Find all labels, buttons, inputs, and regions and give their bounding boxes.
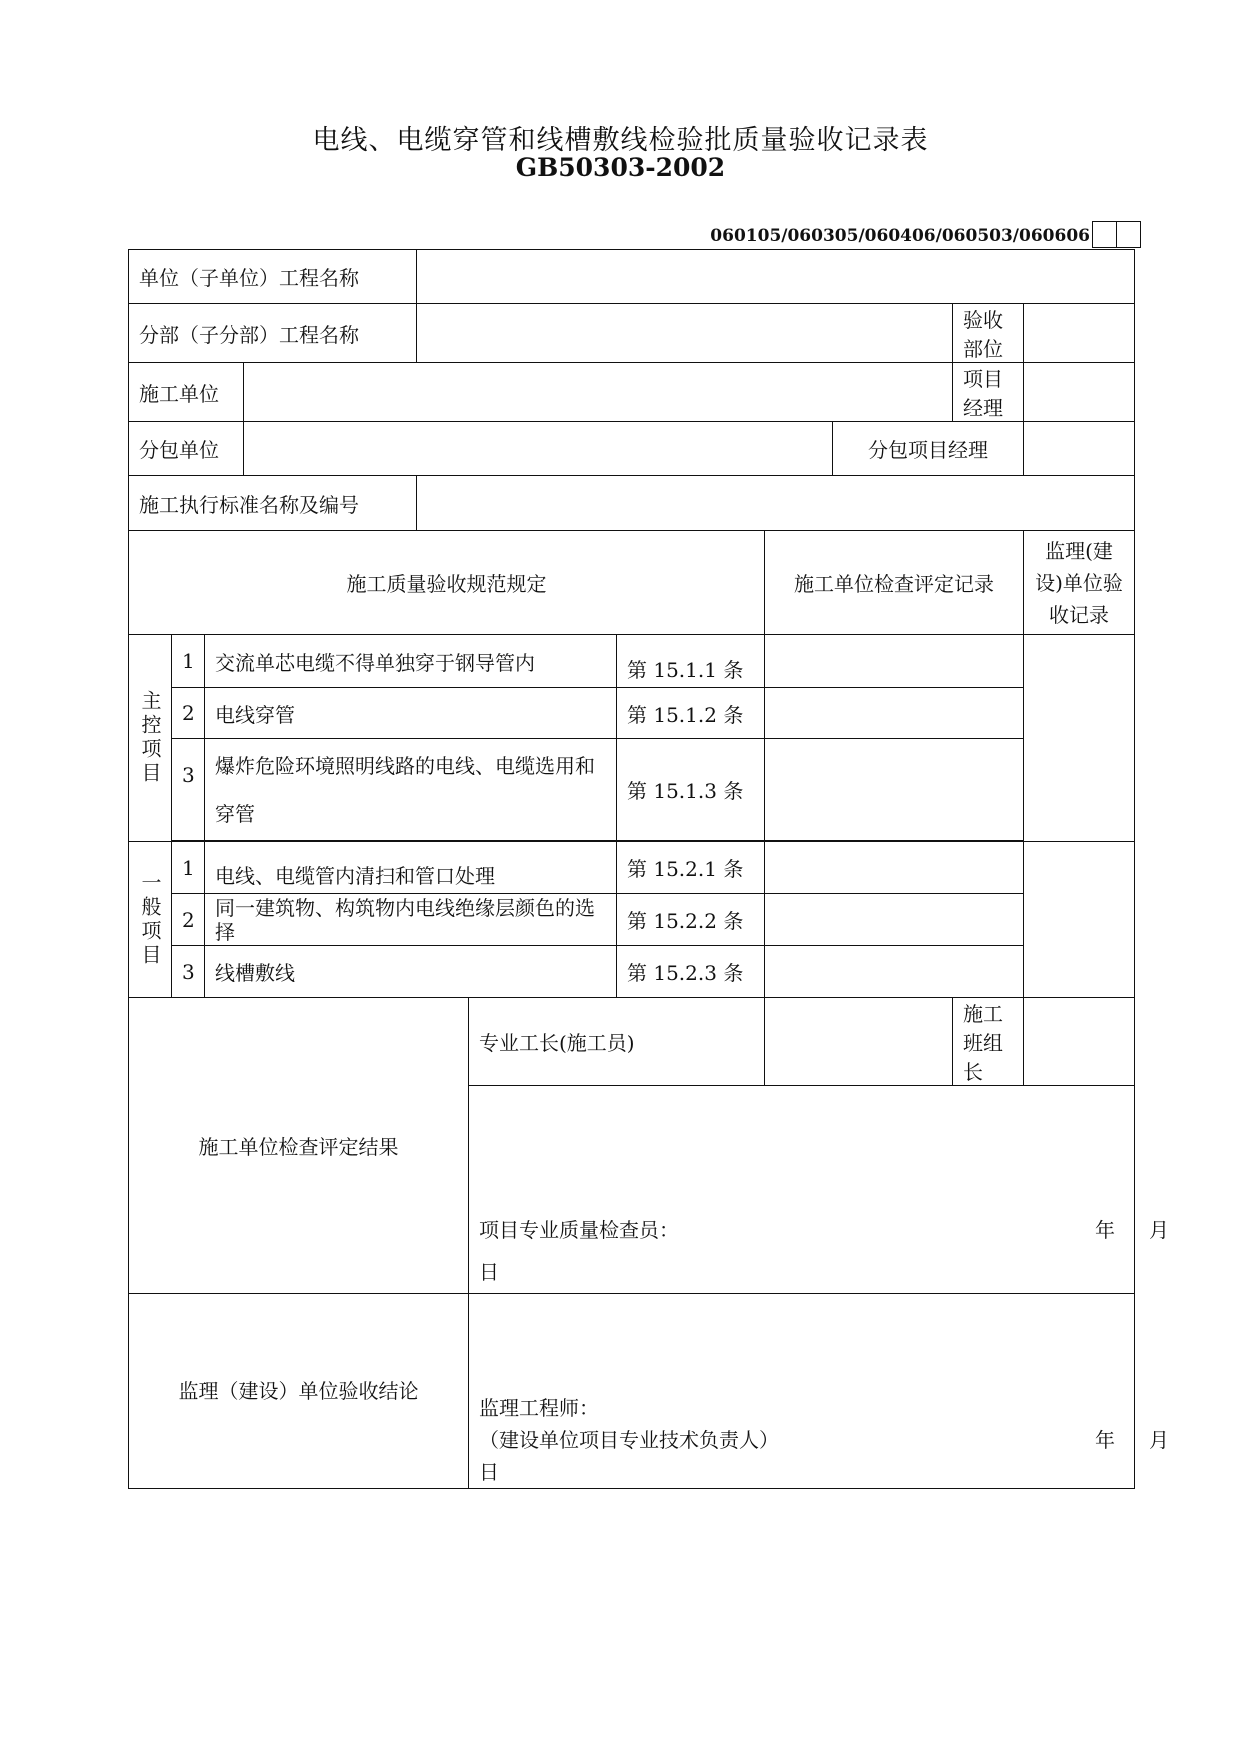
item-number: 3 [172,946,205,998]
supervision-record-header: 监理(建设)单位验收记录 [1024,531,1135,635]
item-number: 3 [172,739,205,841]
unit-project-field[interactable] [417,250,1135,304]
project-manager-label: 项目经理 [953,363,1024,422]
form-number-boxes[interactable] [1093,221,1141,248]
item-text: 电线、电缆管内清扫和管口处理 [205,842,617,894]
main-control-supervision-field[interactable] [1024,635,1135,842]
sub-project-field[interactable] [417,304,953,363]
item-clause: 第 15.1.2 条 [617,688,765,739]
standard-name-field[interactable] [417,476,1135,531]
item-text: 交流单芯电缆不得单独穿于钢导管内 [205,635,617,688]
item-clause: 第 15.1.1 条 [617,635,765,688]
item-text: 爆炸危险环境照明线路的电线、电缆选用和穿管 [205,739,617,841]
team-leader-label: 施工班组长 [953,998,1024,1086]
item-number: 2 [172,688,205,739]
general-supervision-field[interactable] [1024,842,1135,998]
item-check-field[interactable] [765,635,1024,688]
sub-project-manager-field[interactable] [1024,422,1135,476]
inspection-form-table [128,249,1169,1489]
sub-project-label: 分部（子分部）工程名称 [129,304,417,363]
number-box[interactable] [1092,221,1117,248]
item-check-field[interactable] [765,946,1024,998]
spec-header: 施工质量验收规范规定 [129,531,765,635]
month-label: 月 [1149,1428,1169,1452]
standard-name-label: 施工执行标准名称及编号 [129,476,417,531]
acceptance-part-field[interactable] [1024,304,1135,363]
form-code: 060105/060305/060406/060503/060606 [710,226,1090,246]
acceptance-part-label: 验收部位 [953,304,1024,363]
year-label: 年 [1095,1428,1115,1452]
owner-tech-lead-label: （建设单位项目专业技术负责人） [479,1428,779,1452]
item-clause: 第 15.2.3 条 [617,946,765,998]
sub-project-manager-label: 分包项目经理 [833,422,1024,476]
general-group-label: 一般项目 [129,842,172,998]
item-check-field[interactable] [765,894,1024,946]
number-box[interactable] [1116,221,1141,248]
item-text: 线槽敷线 [205,946,617,998]
standard-code: GB50303-2002 [515,153,726,182]
quality-inspector-label: 项目专业质量检查员： [479,1218,679,1242]
construction-unit-label: 施工单位 [129,363,244,422]
construction-result-label: 施工单位检查评定结果 [129,998,469,1294]
supervision-conclusion-label: 监理（建设）单位验收结论 [129,1294,469,1489]
project-manager-field[interactable] [1024,363,1135,422]
check-record-header: 施工单位检查评定记录 [765,531,1024,635]
month-label: 月 [1149,1218,1169,1242]
item-check-field[interactable] [765,688,1024,739]
subcontractor-field[interactable] [244,422,833,476]
item-clause: 第 15.1.3 条 [617,739,765,841]
foreman-field[interactable] [765,998,953,1086]
year-label: 年 [1095,1218,1115,1242]
item-text: 电线穿管 [205,688,617,739]
team-leader-field[interactable] [1024,998,1135,1086]
supervision-conclusion-field[interactable] [469,1294,1169,1489]
item-clause: 第 15.2.2 条 [617,894,765,946]
subcontractor-label: 分包单位 [129,422,244,476]
day-label: 日 [479,1460,499,1484]
supervision-engineer-label: 监理工程师： [479,1396,599,1420]
item-number: 1 [172,635,205,688]
construction-unit-field[interactable] [244,363,953,422]
form-title: 电线、电缆穿管和线槽敷线检验批质量验收记录表 [312,125,929,156]
main-control-group-label: 主控项目 [129,635,172,842]
item-check-field[interactable] [765,842,1024,894]
unit-project-label: 单位（子单位）工程名称 [129,250,417,304]
item-number: 1 [172,842,205,894]
item-number: 2 [172,894,205,946]
item-clause: 第 15.2.1 条 [617,842,765,894]
item-text: 同一建筑物、构筑物内电线绝缘层颜色的选择 [205,894,617,946]
foreman-label: 专业工长(施工员) [469,998,765,1086]
item-check-field[interactable] [765,739,1024,841]
day-label: 日 [479,1260,499,1284]
construction-result-field[interactable] [469,1086,1169,1294]
